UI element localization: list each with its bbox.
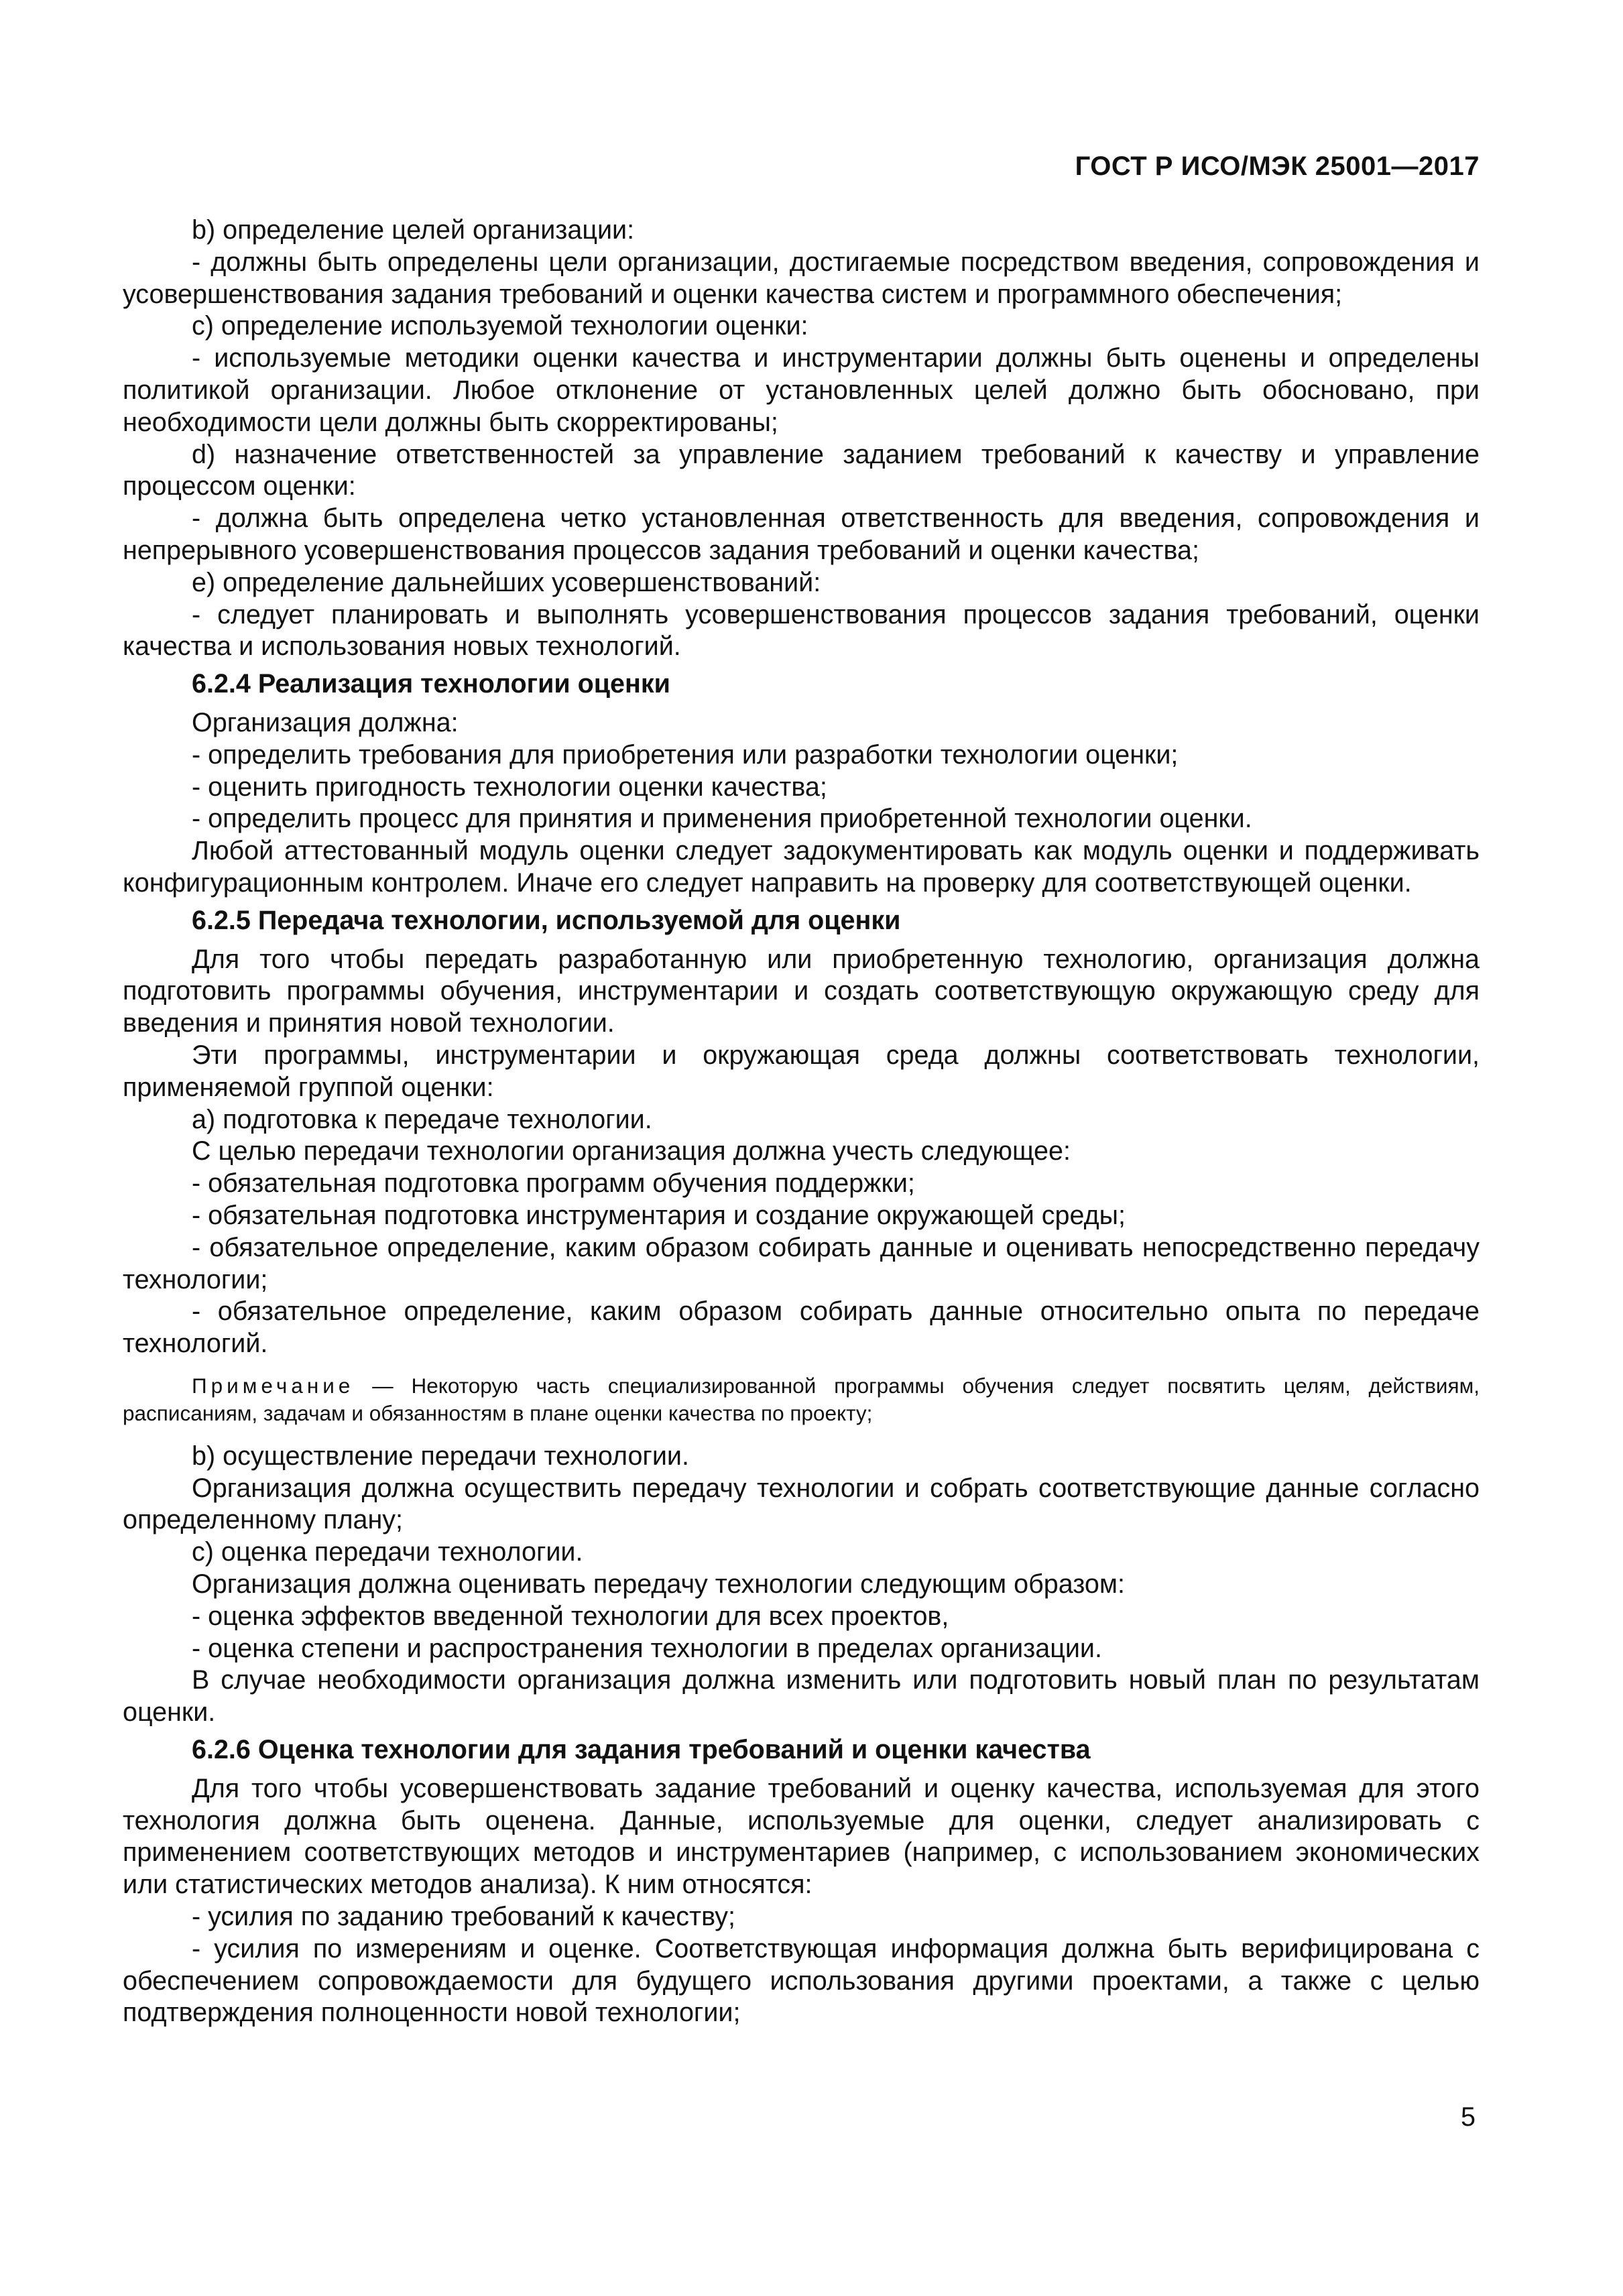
list-item: - определить требования для приобретения или разработки технологии оценки; [192,739,1179,770]
paragraph: Организация должна: [192,707,459,737]
document-body [123,215,1480,2029]
paragraph: Любой аттестованный модуль оценки следует задокументировать как модуль оценки и поддерживать конфигурационным контролем. Иначе его следует направить на проверку для соответствующей оценки. [123,836,1480,898]
paragraph: Организация должна осуществить передачу технологии и собрать соответствующие данные согласно определенному плану; [123,1473,1480,1535]
paragraph: Организация должна оценивать передачу технологии следующим образом: [192,1569,1125,1599]
paragraph: - должны быть определены цели организации, достигаемые посредством введения, сопровождения и усовершенствования задания требований и оценки качества систем и программного обеспечения; [123,247,1480,309]
paragraph: - следует планировать и выполнять усовершенствования процессов задания требований, оценки качества и использования новых технологий. [123,599,1480,662]
list-item: - обязательная подготовка инструментария и создание окружающей среды; [192,1200,1126,1230]
list-item-c-assessment: с) оценка передачи технологии. [192,1537,583,1567]
list-item-a-preparation: а) подготовка к передаче технологии. [192,1104,652,1134]
list-item: - обязательное определение, каким образом собирать данные относительно опыта по передаче технологий. [123,1296,1480,1359]
paragraph: С целью передачи технологии организация должна учесть следующее: [192,1136,1071,1166]
paragraph: Эти программы, инструментарии и окружающая среда должны соответствовать технологии, применяемой группой оценки: [123,1040,1480,1102]
paragraph: - должна быть определена четко установленная ответственность для введения, сопровождения и непрерывного усовершенствования процессов задания требований и оценки качества; [123,503,1480,565]
paragraph: В случае необходимости организация должна изменить или подготовить новый план по результатам оценки. [123,1665,1480,1728]
section-heading-6-2-4: 6.2.4 Реализация технологии оценки [192,669,670,699]
note-text: — Некоторую часть специализированной программы обучения следует посвятить целям, действиям, расписаниям, задачам и обязанностям в плане оценки качества по проекту; [123,1373,1480,1425]
document-header: ГОСТ Р ИСО/МЭК 25001—2017 [1075,152,1480,181]
paragraph: - используемые методики оценки качества и инструментарии должны быть оценены и определены политикой организации. Любое отклонение от установленных целей должно быть обосновано, при необходимости цели должны быть скорректированы; [123,343,1480,437]
list-item-d-responsibilities: d) назначение ответственностей за управление заданием требований к качеству и управление процессом оценки: [123,439,1480,501]
list-item-c-technology: с) определение используемой технологии оценки: [192,311,808,341]
list-item-e-improvements: e) определение дальнейших усовершенствований: [192,567,821,597]
list-item: - усилия по измерениям и оценке. Соответствующая информация должна быть верифицирована с обеспечением сопровождаемости для будущего использования другими проектами, а также с целью подтверждения полноценности новой технологии; [123,1933,1480,2028]
list-item-b-goals: b) определение целей организации: [192,215,635,245]
note-paragraph [123,1372,1480,1427]
paragraph: Для того чтобы усовершенствовать задание требований и оценку качества, используемая для этого технология должна быть оценена. Данные, используемые для оценки, следует анализировать с применением соответствующих методов и инструментариев (например, с использованием экономических или статистических методов анализа). К ним относятся: [123,1773,1480,1900]
section-heading-6-2-5: 6.2.5 Передача технологии, используемой для оценки [192,905,901,935]
list-item: - обязательное определение, каким образом собирать данные и оценивать непосредственно передачу технологии; [123,1232,1480,1294]
paragraph: Для того чтобы передать разработанную или приобретенную технологию, организация должна подготовить программы обучения, инструментарии и создать соответствующую окружающую среду для введения и принятия новой технологии. [123,944,1480,1038]
list-item: - определить процесс для принятия и применения приобретенной технологии оценки. [192,804,1252,834]
section-heading-6-2-6: 6.2.6 Оценка технологии для задания требований и оценки качества [192,1735,1091,1765]
list-item: - оценка степени и распространения технологии в пределах организации. [192,1633,1102,1663]
list-item-b-transfer: b) осуществление передачи технологии. [192,1441,689,1471]
list-item: - оценка эффектов введенной технологии для всех проектов, [192,1601,949,1631]
list-item: - оценить пригодность технологии оценки качества; [192,772,827,802]
list-item: - усилия по заданию требований к качеству; [192,1902,735,1932]
page-number: 5 [1461,2102,1476,2132]
list-item: - обязательная подготовка программ обучения поддержки; [192,1168,915,1199]
note-label: Примечание [192,1373,355,1398]
